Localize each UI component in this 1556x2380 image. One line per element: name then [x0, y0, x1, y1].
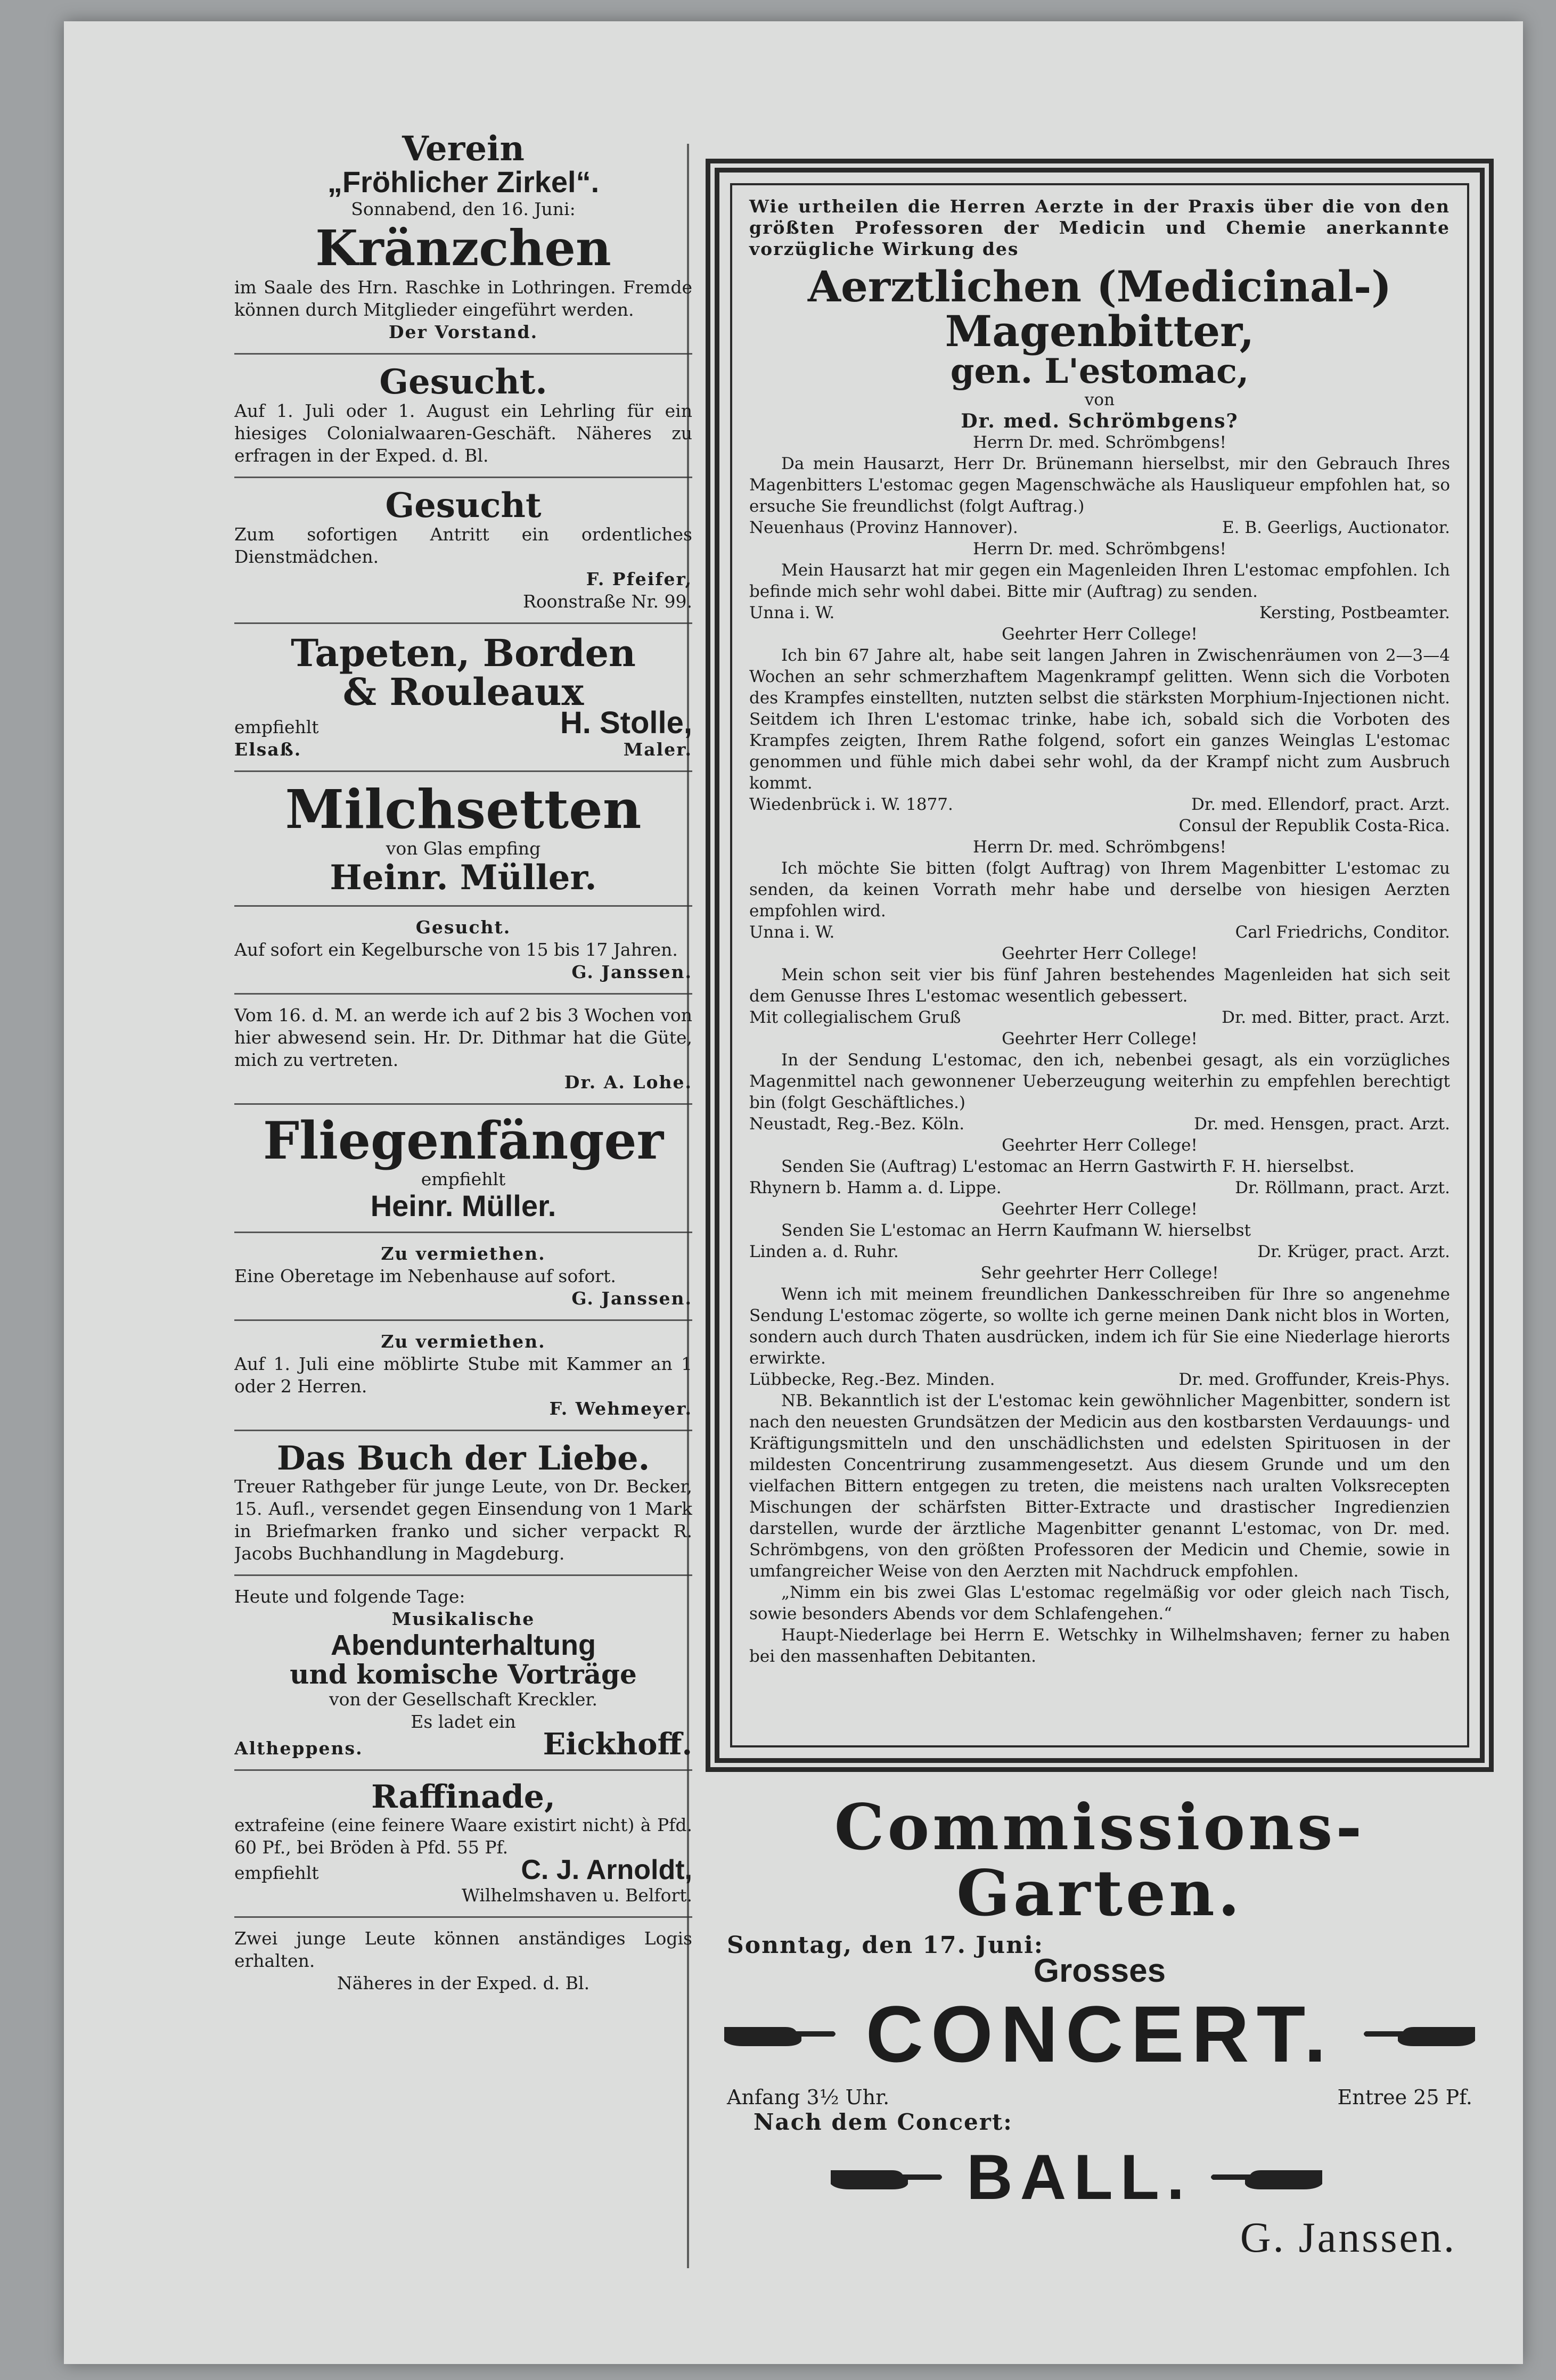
- ad-place: Elsaß.: [234, 738, 302, 760]
- separator: [234, 1574, 692, 1576]
- ad-address: Roonstraße Nr. 99.: [522, 590, 692, 612]
- ad-note: Näheres in der Exped. d. Bl.: [337, 1973, 590, 1994]
- letter-place: Unna i. W.: [749, 603, 835, 623]
- letter-signature: Carl Friedrichs, Conditor.: [1235, 923, 1450, 942]
- ad-info-row: [706, 2080, 1494, 2109]
- ad-concert: CONCERT.: [865, 1989, 1334, 2079]
- letter-text: Ich bin 67 Jahre alt, habe seit langen Jahren in Zwischenräumen von 2—3—4 Wochen an sehr schmerzhaftem Magenkrampf gelitten. Wenn sich die Vorboten des Krampfes einstellten, nutzten selbst die stärksten Morphium-Injectionen nicht. Seitdem ich Ihren L'estomac trinke, habe ich, sobald sich die Vorboten des Krampfes zeigten, Ihrem Rathe folgend, sofort ein ganzes Weinglas L'estomac genommen und fühle mich dabei sehr wohl, da der Krampf nicht zum Ausbruch kommt.: [749, 646, 1450, 793]
- ad-depot: Haupt-Niederlage bei Herrn E. Wetschky in Wilhelmshaven; ferner zu haben bei den massenhaften Debitanten.: [749, 1626, 1450, 1667]
- testimonial-letter: [749, 623, 1450, 836]
- ad-vermiethen-2: [234, 1327, 692, 1423]
- ad-trade: Maler.: [623, 738, 692, 760]
- ad-raffinade: [234, 1777, 692, 1910]
- ad-event: Kränzchen: [315, 219, 611, 277]
- ad-intro: Wie urtheilen die Herren Aerzte in der Praxis über die von den größten Professoren der Medicin und Chemie anerkannte vorzügliche Wirkung des: [749, 196, 1450, 259]
- ad-quote: „Nimm ein bis zwei Glas L'estomac regelmäßig vor oder gleich nach Tisch, sowie besonders Abends vor dem Schlafengehen.“: [749, 1583, 1450, 1624]
- ad-recommend-row: [234, 1854, 692, 1886]
- testimonial-letter: [749, 1262, 1450, 1390]
- ad-body: im Saale des Hrn. Raschke in Lothringen. Fremde können durch Mitglieder eingeführt werden.: [234, 276, 692, 320]
- ad-title: Milchsetten: [285, 777, 642, 841]
- letter-text: Da mein Hausarzt, Herr Dr. Brünemann hierselbst, mir den Gebrauch Ihres Magenbitters L'estomac gegen Magenschwäche als Hausliqueur empfohlen hat, so ersuche Sie freundlichst (folgt Auftrag.): [749, 454, 1450, 516]
- ad-title: Gesucht.: [415, 917, 511, 938]
- ad-entry: Entree 25 Pf.: [1337, 2085, 1472, 2109]
- testimonial-letter: [749, 1028, 1450, 1135]
- letter-salutation: Herrn Dr. med. Schrömbgens!: [973, 433, 1226, 453]
- separator: [234, 1103, 692, 1105]
- letter-place: Neustadt, Reg.-Bez. Köln.: [749, 1114, 965, 1134]
- letter-salutation: Herrn Dr. med. Schrömbgens!: [973, 539, 1226, 559]
- pointing-hand-left-icon: [1361, 2015, 1478, 2053]
- concert-row: [706, 1988, 1494, 2080]
- separator: [234, 1769, 692, 1771]
- ad-line4: und komische Vorträge: [290, 1658, 637, 1690]
- testimonial-letter: [749, 836, 1450, 943]
- ad-host: G. Janssen.: [1240, 2214, 1456, 2261]
- ad-recommends: empfiehlt: [421, 1168, 506, 1189]
- ad-subtitle: „Fröhlicher Zirkel“.: [327, 165, 600, 199]
- separator: [234, 905, 692, 907]
- letter-sign-row: [749, 922, 1450, 943]
- ad-place: Altheppens.: [234, 1738, 363, 1759]
- letter-salutation: Geehrter Herr College!: [1002, 1029, 1198, 1049]
- magenbitter-ad: [730, 183, 1469, 1747]
- ad-body: Treuer Rathgeber für junge Leute, von Dr. Becker, 15. Aufl., versendet gegen Einsendung von 1 Mark in Briefmarken franko und sicher verpackt R. Jacobs Buchhandlung in Magdeburg.: [234, 1475, 692, 1564]
- ad-title: Fliegenfänger: [263, 1111, 664, 1171]
- letter-signature: Kersting, Postbeamter.: [1259, 603, 1450, 623]
- letter-place: Wiedenbrück i. W. 1877.: [749, 795, 953, 815]
- ad-date: Sonnabend, den 16. Juni:: [351, 198, 576, 219]
- letter-signature-2: Consul der Republik Costa-Rica.: [1178, 816, 1450, 836]
- ad-signature: F. Wehmeyer.: [549, 1398, 692, 1419]
- ad-name: C. J. Arnoldt,: [521, 1854, 692, 1886]
- ad-nb: NB. Bekanntlich ist der L'estomac kein gewöhnlicher Magenbitter, sondern ist nach den neuesten Grundsätzen der Medicin aus den kostbarsten Verdauungs- und Kräftigungsmitteln und den unschädlichsten und edelsten Spirituosen in der mildesten Concentrirung zusammengesetzt. Aus diesem Grunde und um den vielfachen Bittern entgegen zu treten, die meistens nach uralten Volksrecepten Mischungen der schärfsten Bitter-Extracte und drastischer Ingredienzien darstellen, wurde der ärztliche Magenbitter genannt L'estomac, von Dr. med. Schrömbgens, von den größten Professoren der Medicin und Chemie, sowie in umfangreicher Weise von den Aerzten mit Nachdruck empfohlen.: [749, 1391, 1450, 1581]
- letter-text: Ich möchte Sie bitten (folgt Auftrag) von Ihrem Magenbitter L'estomac zu senden, da keinen Vorrath mehr habe und derselbe von hiesigen Aerzten empfohlen wird.: [749, 859, 1450, 921]
- ad-title: Aerztlichen (Medicinal-) Magenbitter,: [807, 261, 1392, 356]
- letter-salutation: Geehrter Herr College!: [1002, 625, 1198, 644]
- ad-body: extrafeine (eine feinere Waare existirt nicht) à Pfd. 60 Pf., bei Bröden à Pfd. 55 Pf.: [234, 1815, 692, 1858]
- letter-text: Senden Sie (Auftrag) L'estomac an Herrn Gastwirth F. H. hierselbst.: [781, 1157, 1355, 1177]
- ad-date: Sonntag, den 17. Juni:: [727, 1931, 1044, 1959]
- testimonial-letter: [749, 943, 1450, 1028]
- ad-footer-row: [234, 738, 692, 761]
- testimonial-letter: [749, 1135, 1450, 1199]
- separator: [234, 1232, 692, 1233]
- ad-title: Verein: [402, 129, 525, 169]
- ad-title-line2: & Rouleaux: [342, 670, 584, 715]
- letter-sign-row: [749, 1241, 1450, 1262]
- letter-place: Neuenhaus (Provinz Hannover).: [749, 518, 1018, 538]
- commissions-garten-ad: [706, 1790, 1494, 2274]
- ad-signature: Dr. A. Lohe.: [564, 1072, 692, 1093]
- testimonial-letter: [749, 432, 1450, 538]
- letter-sign-row: [749, 794, 1450, 815]
- ad-gesucht-lehrling: [234, 361, 692, 470]
- ad-name: Heinr. Müller.: [370, 1188, 556, 1222]
- ad-name: F. Pfeifer,: [586, 568, 692, 589]
- letters-list: [749, 432, 1450, 1390]
- separator: [234, 353, 692, 355]
- magenbitter-ad-border: [706, 159, 1494, 1772]
- letter-signature: Dr. med. Hensgen, pract. Arzt.: [1194, 1114, 1450, 1134]
- letter-text: In der Sendung L'estomac, den ich, nebenbei gesagt, als ein vorzügliches Magenmittel nach gewonnener Ueberzeugung weiterhin zu empfehlen berechtigt bin (folgt Geschäftliches.): [749, 1051, 1450, 1113]
- letter-salutation: Sehr geehrter Herr College!: [980, 1263, 1219, 1283]
- ad-title: Commissions-Garten.: [834, 1790, 1365, 1930]
- testimonial-letter: [749, 1199, 1450, 1262]
- letter-text: Mein Hausarzt hat mir gegen ein Magenleiden Ihren L'estomac empfohlen. Ich befinde mich sehr wohl dabei. Bitte mir (Auftrag) zu senden.: [749, 561, 1450, 602]
- testimonial-letter: [749, 538, 1450, 623]
- letter-sign-row: [749, 602, 1450, 623]
- ad-line6: Es ladet ein: [411, 1711, 516, 1733]
- letter-place: Rhynern b. Hamm a. d. Lippe.: [749, 1178, 1002, 1198]
- ad-lohe: [234, 1001, 692, 1097]
- separator: [234, 1430, 692, 1431]
- letter-sign-row: [749, 1007, 1450, 1028]
- ball-row: [706, 2135, 1494, 2214]
- letter-signature: E. B. Geerligs, Auctionator.: [1222, 518, 1450, 538]
- letter-signature: Dr. med. Groffunder, Kreis-Phys.: [1178, 1370, 1450, 1390]
- ad-grosses: Grosses: [1033, 1952, 1166, 1989]
- newspaper-page: [64, 21, 1523, 2364]
- separator: [234, 1916, 692, 1918]
- ad-title: Gesucht: [385, 485, 542, 526]
- pointing-hand-right-icon: [828, 2159, 945, 2196]
- ad-title: Zu vermiethen.: [381, 1243, 546, 1264]
- letter-salutation: Geehrter Herr College!: [1002, 944, 1198, 964]
- ad-body: Zwei junge Leute können anständiges Logis erhalten.: [234, 1928, 692, 1972]
- ad-address: Wilhelmshaven u. Belfort.: [461, 1885, 692, 1906]
- pointing-hand-right-icon: [722, 2015, 839, 2053]
- letter-salutation: Geehrter Herr College!: [1002, 1136, 1198, 1155]
- ad-name: Heinr. Müller.: [330, 857, 597, 898]
- ad-body: Auf sofort ein Kegelbursche von 15 bis 17 Jahren.: [234, 939, 678, 961]
- ad-line: von Glas empfing: [386, 838, 541, 859]
- ad-start: Anfang 3½ Uhr.: [727, 2085, 890, 2109]
- ad-kegelbursche: [234, 913, 692, 987]
- ad-body: Zum sofortigen Antritt ein ordentliches Dienstmädchen.: [234, 523, 692, 567]
- ad-signature: G. Janssen.: [571, 962, 692, 983]
- letter-place: Mit collegialischem Gruß: [749, 1008, 961, 1028]
- ad-signature: Der Vorstand.: [388, 321, 538, 342]
- ad-fliegenfaenger: [234, 1111, 692, 1225]
- ad-line3: Abendunterhaltung: [331, 1629, 596, 1661]
- ad-ball: BALL.: [967, 2141, 1192, 2213]
- ad-line2: Musikalische: [391, 1608, 535, 1629]
- ad-logis: [234, 1924, 692, 1998]
- ad-title: Raffinade,: [371, 1778, 555, 1816]
- letter-place: Unna i. W.: [749, 923, 835, 942]
- ad-von: von: [1084, 390, 1115, 410]
- separator: [234, 477, 692, 478]
- letter-text: Senden Sie L'estomac an Herrn Kaufmann W. hierselbst: [781, 1221, 1251, 1241]
- ad-title: Zu vermiethen.: [381, 1331, 546, 1352]
- letter-signature: Dr. Krüger, pract. Arzt.: [1257, 1242, 1450, 1262]
- left-column: [234, 128, 692, 2268]
- ad-doctor: Dr. med. Schrömbgens?: [961, 410, 1239, 433]
- ad-title: Das Buch der Liebe.: [276, 1438, 650, 1478]
- ad-body: Vom 16. d. M. an werde ich auf 2 bis 3 Wochen von hier abwesend sein. Hr. Dr. Dithmar hat die Güte, mich zu vertreten.: [234, 1005, 692, 1071]
- ad-line5: von der Gesellschaft Kreckler.: [329, 1689, 598, 1710]
- separator: [234, 993, 692, 995]
- separator: [234, 622, 692, 624]
- ad-recommend-row: [234, 705, 692, 740]
- ad-abendunterhaltung: [234, 1582, 692, 1763]
- ad-vermiethen-1: [234, 1240, 692, 1313]
- letter-sign-row: [749, 1369, 1450, 1390]
- ad-name: H. Stolle,: [560, 705, 692, 740]
- letter-signature: Dr. med. Ellendorf, pract. Arzt.: [1191, 795, 1450, 815]
- ad-title: Gesucht.: [379, 362, 547, 402]
- ad-line1: Heute und folgende Tage:: [234, 1586, 465, 1607]
- letter-signature: Dr. med. Bitter, pract. Arzt.: [1222, 1008, 1450, 1028]
- ad-subtitle: gen. L'estomac,: [950, 351, 1249, 391]
- letter-place: Lübbecke, Reg.-Bez. Minden.: [749, 1370, 995, 1390]
- ad-title: Tapeten, Borden: [291, 630, 636, 675]
- letter-signature: Dr. Röllmann, pract. Arzt.: [1235, 1178, 1450, 1198]
- letter-sign-row: [749, 1113, 1450, 1135]
- letter-place: Linden a. d. Ruhr.: [749, 1242, 899, 1262]
- ad-body: Eine Oberetage im Nebenhause auf sofort.: [234, 1265, 616, 1286]
- ad-milchsetten: [234, 778, 692, 899]
- ad-body: Auf 1. Juli oder 1. August ein Lehrling für ein hiesiges Colonialwaaren-Geschäft. Näheres zu erfragen in der Exped. d. Bl.: [234, 400, 692, 466]
- ad-tapeten: [234, 630, 692, 764]
- letter-text: Mein schon seit vier bis fünf Jahren bestehendes Magenleiden hat sich seit dem Genusse Ihres L'estomac wesentlich gebessert.: [749, 965, 1450, 1006]
- ad-recommends: empfiehlt: [234, 716, 319, 737]
- ad-after: Nach dem Concert:: [754, 2108, 1013, 2135]
- ad-froehlicher-zirkel: [234, 128, 692, 347]
- ad-body: Auf 1. Juli eine möblirte Stube mit Kammer an 1 oder 2 Herren.: [234, 1353, 692, 1397]
- ad-buch-der-liebe: [234, 1438, 692, 1568]
- letter-salutation: Herrn Dr. med. Schrömbgens!: [973, 838, 1226, 857]
- ad-footer-row: [234, 1727, 692, 1762]
- separator: [234, 1319, 692, 1321]
- ad-signature: G. Janssen.: [571, 1287, 692, 1309]
- letter-sign-row: [749, 1177, 1450, 1199]
- letter-sign-row: [749, 517, 1450, 538]
- ad-name: Eickhoff.: [543, 1727, 692, 1762]
- separator: [234, 770, 692, 772]
- letter-text: Wenn ich mit meinem freundlichen Dankesschreiben für Ihre so angenehme Sendung L'estomac zögerte, so wollte ich gerne meinen Dank nicht blos in Worten, sondern auch durch Thaten ausdrücken, indem ich für Sie eine Niederlage hierorts erwirkte.: [749, 1285, 1450, 1368]
- letter-salutation: Geehrter Herr College!: [1002, 1200, 1198, 1219]
- ad-recommends: empfiehlt: [234, 1862, 319, 1884]
- pointing-hand-left-icon: [1208, 2159, 1325, 2196]
- ad-gesucht-dienstmaedchen: [234, 485, 692, 616]
